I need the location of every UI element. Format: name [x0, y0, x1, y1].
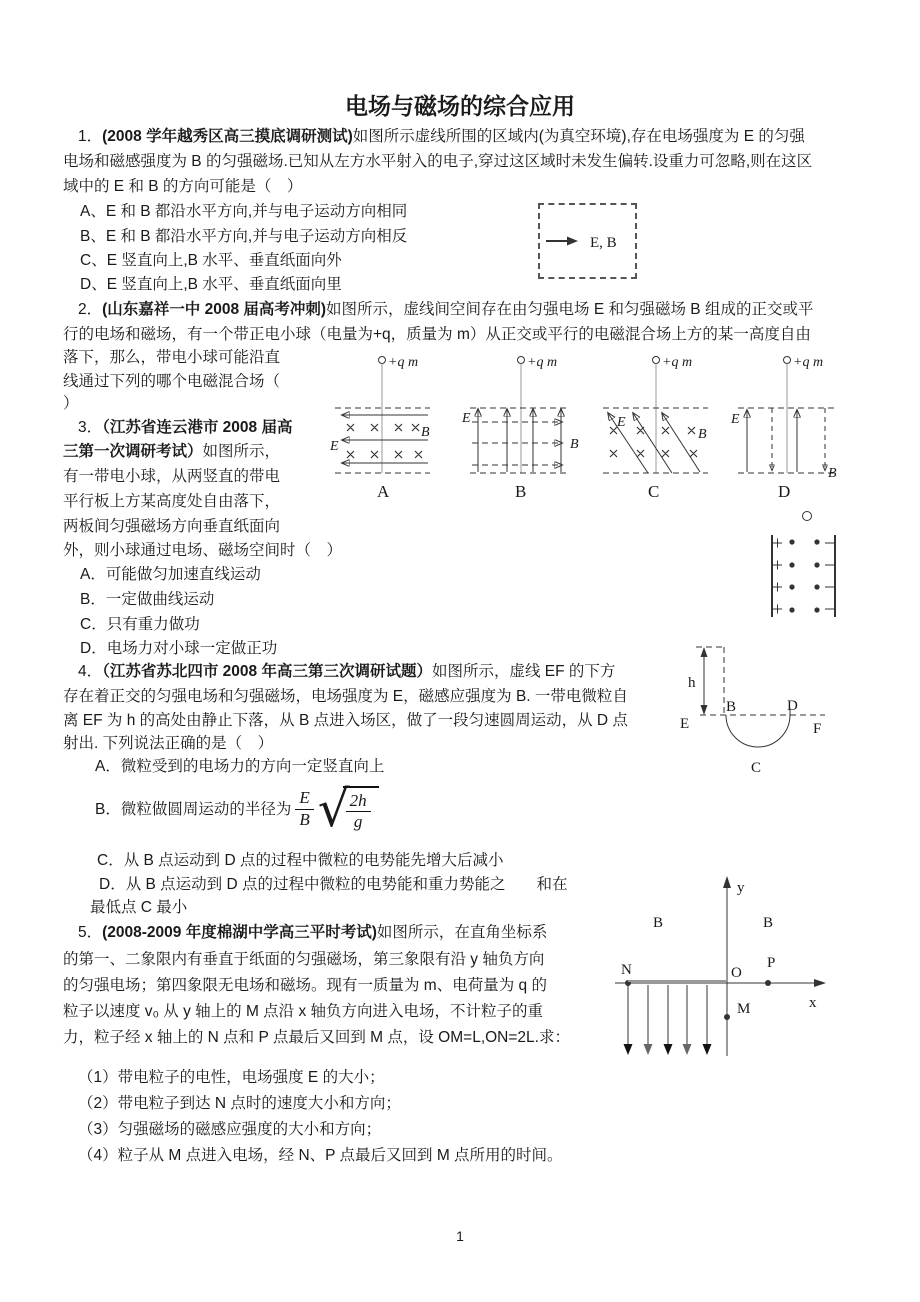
q3-option-a: A．可能做匀加速直线运动 — [80, 566, 261, 583]
e-field-arrowhead-icon — [703, 1044, 712, 1055]
q4-option-a: A．微粒受到的电场力的方向一定竖直向上 — [95, 758, 385, 775]
q2-source: (山东嘉祥一中 2008 届高考冲刺) — [102, 301, 327, 318]
q2-figure-panel-d — [712, 350, 842, 500]
point-n-label: N — [621, 962, 632, 978]
document-title: 电场与磁场的综合应用 — [345, 93, 575, 119]
b-field-label-left: B — [653, 915, 664, 931]
q1-line-3: 域中的 E 和 B 的方向可能是（ ） — [63, 178, 303, 195]
q5-sub-1: （1）带电粒子的电性，电场强度 E 的大小； — [78, 1069, 385, 1086]
x-axis-label: x — [809, 995, 817, 1011]
q4-line-2: 存在着正交的匀强电场和匀强磁场，电场强度为 E，磁感应强度为 B. 一带电微粒自 — [63, 688, 628, 705]
q5-heading — [78, 922, 547, 943]
b-out-of-page-dot-icon — [789, 539, 794, 544]
b-field-label-right: B — [763, 915, 774, 931]
q3-source-line-1: （江苏省连云港市 2008 届高 — [102, 419, 293, 436]
b-out-of-page-dot-icon — [814, 584, 819, 589]
q2-figure-panel-b — [462, 350, 584, 500]
q1-option-b: B、E 和 B 都沿水平方向,并与电子运动方向相反 — [80, 228, 408, 245]
q1-option-d: D、E 竖直向上,B 水平、垂直纸面向里 — [80, 276, 342, 293]
point-p-dot — [765, 980, 771, 986]
q1-field-label: E, B — [590, 235, 617, 251]
q1-figure — [538, 203, 637, 279]
e-field-label: E — [731, 412, 740, 427]
point-b-label: B — [726, 699, 737, 715]
x-axis-arrowhead-icon — [814, 979, 826, 987]
minus-charge-icons — [825, 543, 834, 609]
radicand-denominator: g — [353, 812, 363, 831]
ball-charge-label: +q m — [662, 355, 693, 370]
q4-source: （江苏省苏北四市 2008 年高三第三次调研试题） — [102, 663, 432, 680]
q4-option-d-line-1: D．从 B 点运动到 D 点的过程中微粒的电势能和重力势能之 和在 — [99, 876, 568, 893]
charged-ball-icon — [653, 357, 660, 364]
q5-sub-3: （3）匀强磁场的磁感应强度的大小和方向； — [78, 1121, 382, 1138]
q4-option-d-line-2: 最低点 C 最小 — [90, 899, 188, 916]
plus-charge-icons — [773, 539, 782, 614]
q2-line-5: ） — [63, 395, 79, 412]
b-field-label: B — [828, 466, 837, 481]
radius-fraction — [295, 788, 313, 830]
e-field-label: E — [330, 439, 339, 454]
b-out-of-page-dot-icon — [814, 539, 819, 544]
q2-line-3: 落下，那么，带电小球可能沿直 — [63, 349, 281, 366]
q3-heading — [78, 417, 292, 438]
b-into-page-cross-icons — [347, 424, 419, 431]
point-m-dot — [724, 1014, 730, 1020]
panel-d-caption: D — [778, 482, 791, 501]
ball-charge-label: +q m — [793, 355, 824, 370]
q5-source: (2008-2009 年度棉湖中学高三平时考试) — [102, 924, 377, 941]
q2-heading — [78, 299, 813, 320]
panel-b-caption: B — [515, 482, 527, 501]
charged-ball-icon — [803, 512, 812, 521]
q3-number: 3． — [78, 419, 103, 436]
q1-option-a: A、E 和 B 都沿水平方向,并与电子运动方向相同 — [80, 203, 408, 220]
circular-arc-path — [726, 715, 790, 747]
q4-option-b-text: B．微粒做圆周运动的半径为 — [95, 800, 292, 818]
sqrt-expression — [317, 780, 379, 838]
q4-option-b — [95, 782, 379, 836]
q1-heading — [78, 126, 805, 147]
q3-option-c: C．只有重力做功 — [80, 616, 200, 633]
ball-charge-label: +q m — [388, 355, 419, 370]
q2-number: 2． — [78, 301, 103, 318]
q3-option-d: D．电场力对小球一定做正功 — [80, 640, 278, 657]
point-e-label: E — [680, 716, 690, 732]
q5-line-5: 力，粒子经 x 轴上的 N 点和 P 点最后又回到 M 点，设 OM=L,ON=2L.求： — [63, 1029, 570, 1046]
q1-line-1: 如图所示虚线所围的区域内(为真空环境),存在电场强度为 E 的匀强 — [352, 128, 805, 145]
q3-line-2-rest: 如图所示， — [202, 443, 281, 460]
y-axis-arrowhead-icon — [723, 876, 731, 888]
b-field-label: B — [421, 425, 430, 440]
q5-line-3: 的匀强电场；第四象限无电场和磁场。现有一质量为 m、电荷量为 q 的 — [63, 977, 547, 994]
q4-option-c: C．从 B 点运动到 D 点的过程中微粒的电势能先增大后减小 — [97, 852, 504, 869]
charged-ball-icon — [379, 357, 386, 364]
b-out-of-page-dot-icon — [814, 562, 819, 567]
page-number: 1 — [456, 1228, 464, 1244]
b-out-of-page-dot-icon — [789, 584, 794, 589]
q5-line-1: 如图所示，在直角坐标系 — [376, 924, 548, 941]
charged-ball-icon — [518, 357, 525, 364]
ball-charge-label: +q m — [527, 355, 558, 370]
height-arrowhead-up-icon — [701, 647, 708, 657]
q3-option-b: B．一定做曲线运动 — [80, 591, 215, 608]
panel-c-caption: C — [648, 482, 660, 501]
point-c-label: C — [751, 760, 762, 776]
q3-line-4: 平行板上方某高度处自由落下， — [63, 493, 281, 510]
point-d-label: D — [787, 698, 798, 714]
q4-figure — [660, 633, 865, 793]
q4-line-1: 如图所示，虚线 EF 的下方 — [431, 663, 616, 680]
q5-number: 5． — [78, 924, 103, 941]
point-f-label: F — [813, 721, 822, 737]
origin-label: O — [731, 965, 742, 981]
q5-line-4: 粒子以速度 v₀ 从 y 轴上的 M 点沿 x 轴负方向进入电场，不计粒子的重 — [63, 1003, 544, 1020]
q4-number: 4． — [78, 663, 103, 680]
q4-line-3: 离 EF 为 h 的高处由静止下落，从 B 点进入场区，做了一段匀速圆周运动，从 D 点 — [63, 712, 628, 729]
q5-line-2: 的第一、二象限内有垂直于纸面的匀强磁场，第三象限有沿 y 轴负方向 — [63, 951, 545, 968]
q4-line-4: 射出. 下列说法正确的是（ ） — [63, 735, 274, 752]
b-out-of-page-dot-icon — [789, 562, 794, 567]
fraction-numerator: E — [295, 788, 313, 809]
q5-sub-2: （2）带电粒子到达 N 点时的速度大小和方向； — [78, 1095, 401, 1112]
e-field-arrow-icon — [633, 413, 672, 473]
e-field-arrowhead-icon — [664, 1044, 673, 1055]
q3-line-5: 两板间匀强磁场方向垂直纸面向 — [63, 518, 281, 535]
e-field-label: E — [617, 415, 626, 430]
b-field-label: B — [698, 427, 707, 442]
q2-line-2: 行的电场和磁场，有一个带正电小球（电量为+q，质量为 m）从正交或平行的电磁混合场上方的某一高度自由 — [63, 326, 811, 343]
q4-heading — [78, 661, 615, 682]
b-into-page-cross-icons — [610, 450, 697, 457]
b-out-of-page-dot-icon — [814, 607, 819, 612]
point-m-label: M — [737, 1001, 751, 1017]
q1-number: 1． — [78, 128, 103, 145]
charged-ball-icon — [784, 357, 791, 364]
q3-line-6: 外，则小球通过电场、磁场空间时（ ） — [63, 542, 343, 559]
q1-source: (2008 学年越秀区高三摸底调研测试) — [102, 128, 353, 145]
q5-sub-4: （4）粒子从 M 点进入电场，经 N、P 点最后又回到 M 点所用的时间。 — [78, 1147, 563, 1164]
q1-option-c: C、E 竖直向上,B 水平、垂直纸面向外 — [80, 252, 342, 269]
e-field-label: E — [462, 411, 471, 426]
q2-figure-panel-c — [590, 350, 718, 500]
q5-figure — [593, 870, 873, 1070]
q3-line-2 — [63, 441, 280, 462]
e-field-arrow-icon — [608, 413, 648, 473]
panel-a-caption: A — [377, 482, 390, 501]
q1-line-2: 电场和磁感强度为 B 的匀强磁场.已知从左方水平射入的电子,穿过这区域时未发生偏转.设重力可忽略,则在这区 — [63, 153, 813, 170]
b-out-of-page-dot-icon — [789, 607, 794, 612]
q3-line-3: 有一带电小球，从两竖直的带电 — [63, 468, 281, 485]
height-label: h — [688, 675, 696, 691]
e-field-arrowhead-icon — [644, 1044, 653, 1055]
radical-sign-icon: √ — [317, 780, 350, 838]
point-p-label: P — [767, 955, 776, 971]
q2-figure-panel-a — [330, 350, 445, 500]
b-into-page-cross-icons — [347, 451, 422, 458]
q3-figure — [753, 505, 863, 635]
q2-line-4: 线通过下列的哪个电磁混合场（ — [63, 373, 281, 390]
height-arrowhead-down-icon — [701, 705, 708, 715]
q2-line-1: 如图所示，虚线间空间存在由匀强电场 E 和匀强磁场 B 组成的正交或平 — [326, 301, 814, 318]
e-field-arrow-icon — [662, 413, 700, 472]
electron-beam-arrowhead-icon — [567, 237, 578, 246]
b-field-label: B — [570, 437, 579, 452]
q3-source-line-2: 三第一次调研考试） — [63, 443, 203, 460]
e-field-arrowhead-icon — [683, 1044, 692, 1055]
fraction-denominator: B — [299, 809, 310, 829]
e-field-arrowhead-icon — [624, 1044, 633, 1055]
y-axis-label: y — [737, 880, 745, 896]
radicand-numerator: 2h — [346, 791, 371, 812]
